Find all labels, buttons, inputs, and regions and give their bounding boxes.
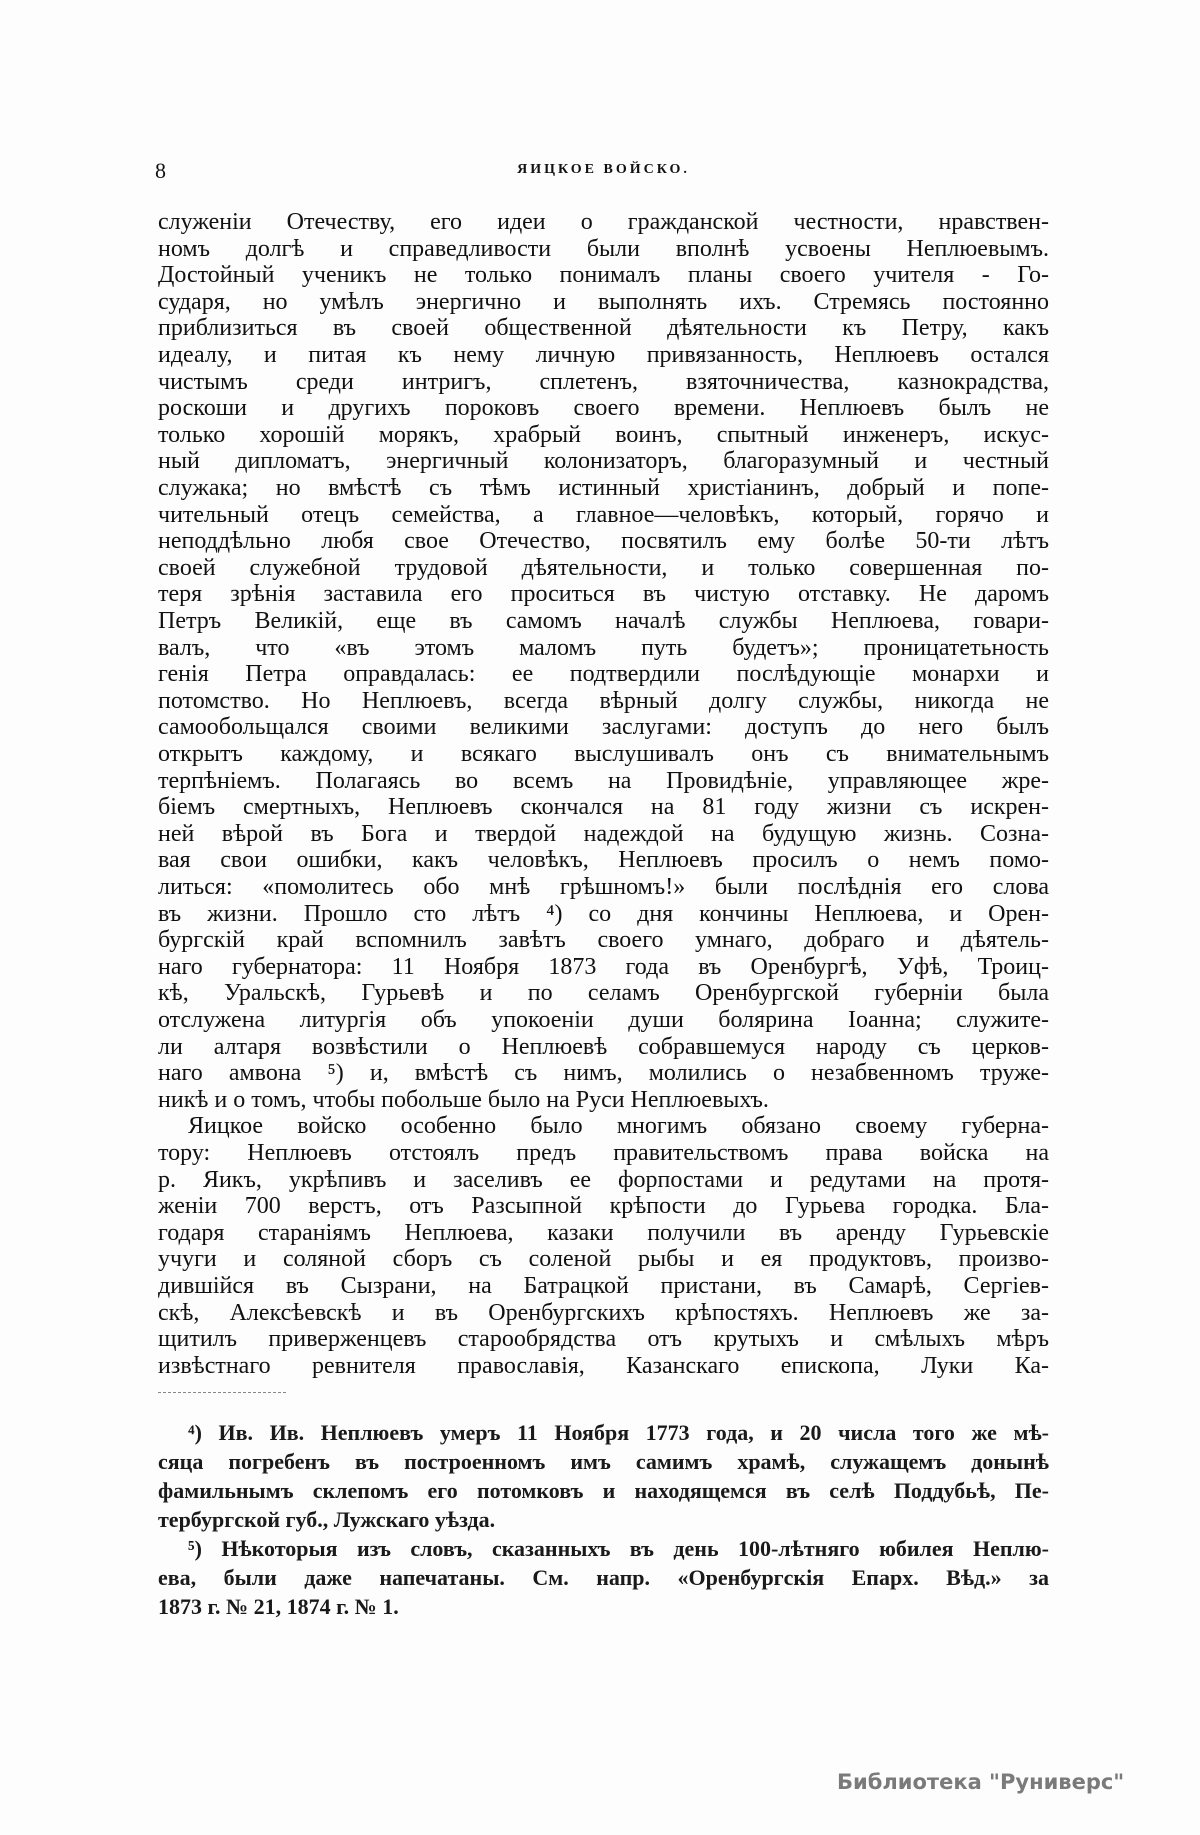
body-text-line: номъ долгѣ и справедливости были вполнѣ усвоены Неплюевымъ. — [158, 235, 1049, 262]
footnote-line: 1873 г. № 21, 1874 г. № 1. — [158, 1594, 399, 1619]
body-text-line: приблизиться въ своей общественной дѣятельности къ Петру, какъ — [158, 315, 1049, 342]
body-text-line: роскоши и другихъ пороковъ своего времени. Неплюевъ былъ не — [158, 395, 1049, 422]
footnote-line: фамильнымъ склепомъ его потомковъ и находящемся въ селѣ Поддубьѣ, Пе- — [158, 1478, 1049, 1503]
body-text-line: неподдѣльно любя свое Отечество, посвятилъ ему болѣе 50-ти лѣтъ — [158, 528, 1049, 555]
body-text-line: сударя, но умѣлъ энергично и выполнять ихъ. Стремясь постоянно — [158, 288, 1049, 315]
body-text-line: учуги и соляной сборъ съ соленой рыбы и ея продуктовъ, произво- — [158, 1246, 1049, 1273]
body-text-line: Яицкое войско особенно было многимъ обязано своему губерна- — [188, 1113, 1049, 1140]
body-text-line: кѣ, Уральскѣ, Гурьевѣ и по селамъ Оренбургской губерніи была — [158, 980, 1049, 1007]
body-text-line: годаря стараніямъ Неплюева, казаки получили въ аренду Гурьевскіе — [158, 1219, 1049, 1246]
body-text-line: наго амвона ⁵) и, вмѣстѣ съ нимъ, молились о незабвенномъ труже- — [158, 1060, 1049, 1087]
body-text-line: щитилъ приверженцевъ старообрядства отъ крутыхъ и смѣлыхъ мѣръ — [158, 1326, 1049, 1353]
body-text-line: литься: «помолитесь обо мнѣ грѣшномъ!» были послѣднія его слова — [158, 874, 1049, 900]
body-text-line: въ жизни. Прошло сто лѣтъ ⁴) со дня кончины Неплюева, и Орен- — [158, 900, 1049, 927]
body-text-line: отслужена литургія объ упокоеніи души болярина Іоанна; служите- — [158, 1007, 1049, 1033]
body-text-line: чительный отецъ семейства, а главное—человѣкъ, который, горячо и — [158, 501, 1049, 528]
body-text-line: тору: Неплюевъ отстоялъ предъ правительствомъ права войска на — [158, 1140, 1049, 1166]
running-title: ЯИЦКОЕ ВОЙСКО. — [517, 162, 690, 177]
body-text-line: скѣ, Алексѣевскѣ и въ Оренбургскихъ крѣпостяхъ. Неплюевъ же за- — [158, 1299, 1049, 1326]
body-text-line: никѣ и о томъ, чтобы побольше было на Руси Неплюевыхъ. — [158, 1086, 769, 1113]
body-text-line: р. Яикъ, укрѣпивъ и заселивъ ее форпостами и редутами на протя- — [158, 1166, 1049, 1193]
body-text-line: бургскій край вспомнилъ завѣтъ своего умнаго, добраго и дѣятель- — [158, 927, 1049, 954]
body-text-line: потомство. Но Неплюевъ, всегда вѣрный долгу службы, никогда не — [158, 687, 1049, 714]
body-text-line: открытъ каждому, и всякаго выслушивалъ онъ съ внимательнымъ — [158, 741, 1049, 767]
body-text-line: наго губернатора: 11 Ноября 1873 года въ Оренбургѣ, Уфѣ, Троиц- — [158, 953, 1049, 980]
body-text-line: валъ, что «въ этомъ маломъ путь будетъ»; проницатетьность — [158, 634, 1049, 661]
body-text-line: извѣстнаго ревнителя православія, Казанскаго епископа, Луки Ка- — [158, 1352, 1049, 1379]
footnote-line: сяца погребенъ въ построенномъ имъ самимъ храмѣ, служащемъ донынѣ — [158, 1449, 1049, 1474]
body-text-line: чистымъ среди интригъ, сплетенъ, взяточничества, казнокрадства, — [158, 368, 1049, 395]
body-text-line: генія Петра оправдалась: ее подтвердили послѣдующіе монархи и — [158, 661, 1049, 688]
body-text-line: дившійся въ Сызрани, на Батрацкой пристани, въ Самарѣ, Сергіев- — [158, 1273, 1049, 1299]
footnote-separator — [158, 1392, 286, 1393]
footnote-line: ⁵) Нѣкоторыя изъ словъ, сказанныхъ въ день 100-лѣтняго юбилея Неплю- — [188, 1536, 1049, 1561]
body-text-line: Достойный ученикъ не только понималъ планы своего учителя - Го- — [158, 262, 1049, 289]
body-text-line: самообольщался своими великими заслугами: доступъ до него былъ — [158, 714, 1049, 741]
library-watermark: Библиотека "Руниверс" — [837, 1770, 1125, 1794]
body-text-line: идеалу, и питая къ нему личную привязанность, Неплюевъ остался — [158, 342, 1049, 368]
body-text-line: только хорошій морякъ, храбрый воинъ, спытный инженеръ, искус- — [158, 421, 1049, 448]
body-text-line: женіи 700 верстъ, отъ Разсыпной крѣпости до Гурьева городка. Бла- — [158, 1193, 1049, 1220]
body-text-line: ней вѣрой въ Бога и твердой надеждой на будущую жизнь. Созна- — [158, 820, 1049, 847]
footnote-line: ева, были даже напечатаны. См. напр. «Оренбургскія Епарх. Вѣд.» за — [158, 1565, 1049, 1590]
page-number: 8 — [155, 158, 166, 183]
body-text-line: ный дипломатъ, энергичный колонизаторъ, благоразумный и честный — [158, 448, 1049, 475]
footnote-line: тербургской губ., Лужскаго уѣзда. — [158, 1507, 496, 1532]
body-text-line: теря зрѣнія заставила его проситься въ чистую отставку. Не даромъ — [158, 581, 1049, 608]
body-text-line: служеніи Отечеству, его идеи о гражданской честности, нравствен- — [158, 209, 1049, 235]
footnote-line: ⁴) Ив. Ив. Неплюевъ умеръ 11 Ноября 1773 года, и 20 числа того же мѣ- — [188, 1420, 1049, 1445]
body-text-line: вая свои ошибки, какъ человѣкъ, Неплюевъ просилъ о немъ помо- — [158, 847, 1049, 874]
body-text-line: Петръ Великій, еще въ самомъ началѣ службы Неплюева, говари- — [158, 608, 1049, 634]
body-text-line: ли алтаря возвѣстили о Неплюевѣ собравшемуся народу съ церков- — [158, 1033, 1049, 1060]
body-text-line: біемъ смертныхъ, Неплюевъ скончался на 81 году жизни съ искрен- — [158, 794, 1049, 821]
body-text-line: терпѣніемъ. Полагаясь во всемъ на Провидѣніе, управляющее жре- — [158, 767, 1049, 794]
body-text-line: своей служебной трудовой дѣятельности, и только совершенная по- — [158, 554, 1049, 581]
body-text-line: служака; но вмѣстѣ съ тѣмъ истинный христіанинъ, добрый и попе- — [158, 475, 1049, 501]
